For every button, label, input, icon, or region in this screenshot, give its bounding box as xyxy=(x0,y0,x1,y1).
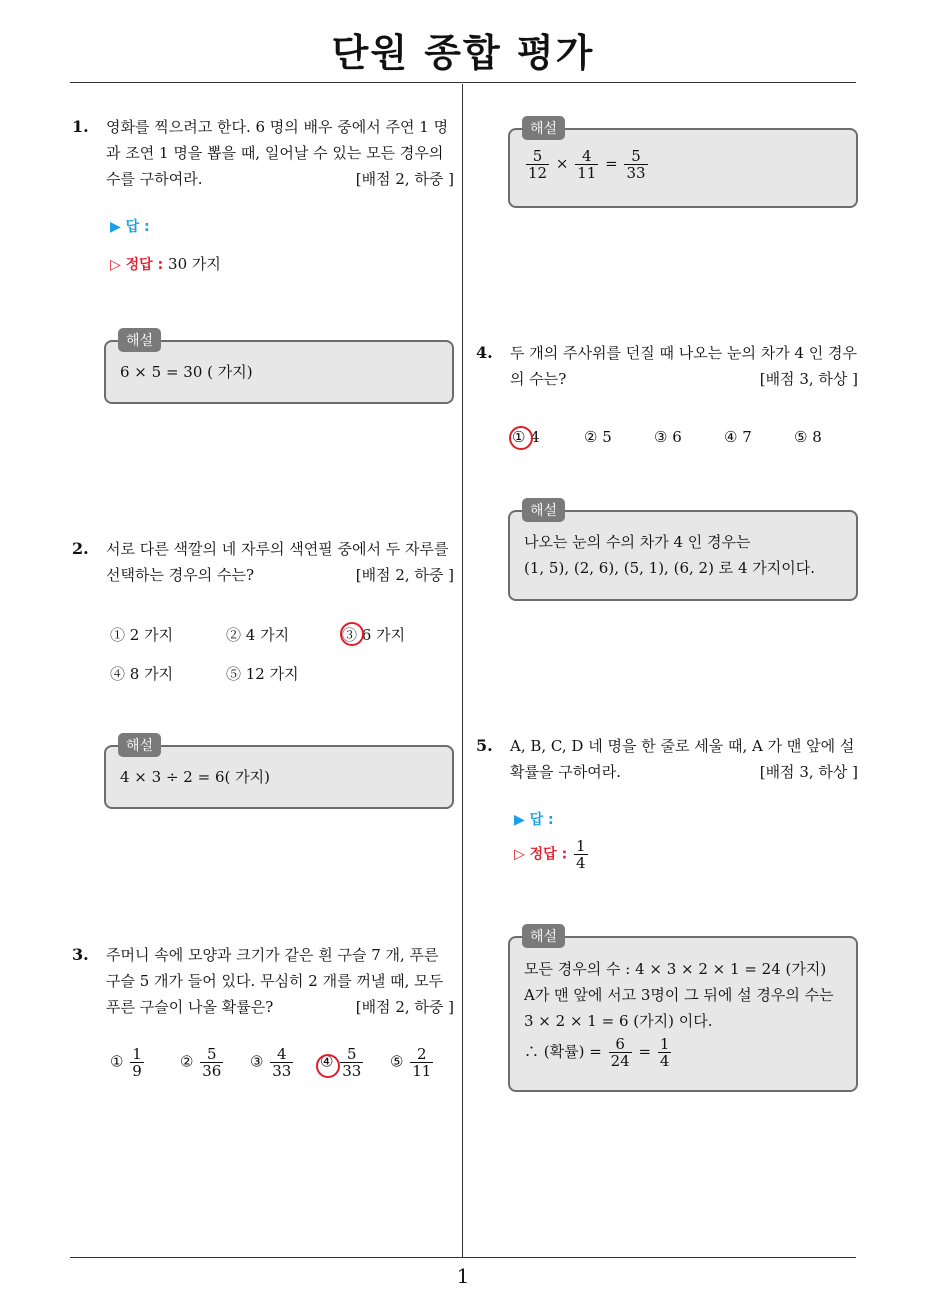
explanation-line-1: 모든 경우의 수 : 4 × 3 × 2 × 1 = 24 (가지) xyxy=(524,960,827,978)
question-3-meta: [배점 2, 하중 ] xyxy=(355,998,454,1016)
correct-answer-5 xyxy=(514,838,590,871)
explanation-label: 해설 xyxy=(522,116,565,140)
question-1-text: 영화를 찍으려고 한다. 6 명의 배우 중에서 주연 1 명과 조연 1 명을 뽑을 때, 일어날 수 있는 모든 경우의 수를 구하여라. xyxy=(106,118,449,188)
equals-sign: = xyxy=(638,1042,652,1061)
fraction xyxy=(574,838,588,871)
denominator: 12 xyxy=(528,164,548,182)
fraction xyxy=(526,148,549,181)
numerator: 5 xyxy=(200,1046,223,1063)
question-5 xyxy=(510,733,858,785)
selected-answer-circle xyxy=(340,622,364,646)
denominator: 11 xyxy=(412,1062,432,1080)
option-2[interactable]: ② 5 xyxy=(584,428,612,446)
fraction xyxy=(340,1046,363,1079)
correct-label: ▷ 정답 : xyxy=(514,846,568,863)
option-mark: ① xyxy=(110,1052,124,1071)
option-4[interactable]: ④ 7 xyxy=(724,428,752,446)
numerator: 6 xyxy=(609,1036,632,1053)
explanation-box-5 xyxy=(508,929,858,1092)
option-2[interactable]: ② 4 가지 xyxy=(226,626,290,644)
numerator: 1 xyxy=(659,1035,670,1053)
fraction xyxy=(410,1046,433,1079)
numerator: 2 xyxy=(410,1046,433,1063)
question-5-meta: [배점 3, 하상 ] xyxy=(759,763,858,781)
question-1 xyxy=(106,114,454,192)
question-1-number: 1. xyxy=(72,117,89,136)
denominator: 33 xyxy=(626,164,646,182)
top-divider xyxy=(70,82,856,83)
option-1[interactable]: ① 4 xyxy=(512,428,540,446)
question-2-number: 2. xyxy=(72,539,89,558)
explanation-text: 6 × 5 = 30 ( 가지) xyxy=(120,363,253,381)
explanation-label: 해설 xyxy=(522,924,565,948)
numerator: 5 xyxy=(340,1046,363,1063)
explanation-label: 해설 xyxy=(118,328,161,352)
probability-prefix: ∴ (확률) = xyxy=(524,1042,602,1061)
fraction xyxy=(575,148,598,181)
numerator: 1 xyxy=(132,1045,142,1063)
question-3-number: 3. xyxy=(72,945,89,964)
option-3[interactable]: ③ 6 가지 xyxy=(342,626,406,644)
option-5[interactable]: ⑤ 12 가지 xyxy=(226,665,299,683)
question-4-number: 4. xyxy=(476,343,493,362)
option-mark: ② xyxy=(180,1052,194,1071)
option-3[interactable] xyxy=(250,1046,295,1079)
question-4-meta: [배점 3, 하상 ] xyxy=(759,370,858,388)
explanation-line-2: A가 맨 앞에 서고 3명이 그 뒤에 설 경우의 수는 xyxy=(524,986,834,1004)
option-4[interactable]: ④ 8 가지 xyxy=(110,665,174,683)
question-1-meta: [배점 2, 하중 ] xyxy=(355,170,454,188)
selected-answer-circle xyxy=(509,426,533,450)
option-mark: ⑤ xyxy=(390,1052,404,1071)
denominator: 33 xyxy=(272,1062,292,1080)
selected-answer-circle xyxy=(316,1054,340,1078)
explanation-text: 4 × 3 ÷ 2 = 6( 가지) xyxy=(120,768,270,786)
numerator: 1 xyxy=(576,837,586,855)
correct-answer-value: 30 가지 xyxy=(168,255,221,273)
denominator: 24 xyxy=(610,1052,630,1070)
option-1[interactable]: ① 2 가지 xyxy=(110,626,174,644)
answer-label: ▶ 답 : xyxy=(514,812,554,828)
explanation-box-3 xyxy=(508,121,858,208)
explanation-line-2: (1, 5), (2, 6), (5, 1), (6, 2) 로 4 가지이다. xyxy=(524,559,815,577)
explanation-text xyxy=(524,956,846,1069)
explanation-text xyxy=(524,529,846,581)
fraction xyxy=(624,148,647,181)
column-divider xyxy=(462,84,463,1258)
numerator: 5 xyxy=(526,148,549,165)
option-mark: ④ xyxy=(320,1052,334,1071)
denominator: 36 xyxy=(202,1062,222,1080)
option-mark: ③ xyxy=(250,1052,264,1071)
question-3-text: 주머니 속에 모양과 크기가 같은 흰 구슬 7 개, 푸른 구슬 5 개가 들어 있다. 무심히 2 개를 꺼낼 때, 모두 푸른 구슬이 나올 확률은? xyxy=(106,946,444,1016)
question-5-number: 5. xyxy=(476,736,493,755)
explanation-formula xyxy=(524,148,846,181)
denominator: 4 xyxy=(576,854,586,872)
question-4-text: 두 개의 주사위를 던질 때 나오는 눈의 차가 4 인 경우의 수는? xyxy=(510,344,858,388)
answer-label: ▶ 답 : xyxy=(110,219,150,235)
fraction xyxy=(200,1046,223,1079)
question-5-text: A, B, C, D 네 명을 한 줄로 세울 때, A 가 맨 앞에 설 확률을 구하여라. xyxy=(510,737,855,781)
explanation-label: 해설 xyxy=(522,498,565,522)
times-sign: × xyxy=(555,154,569,173)
equals-sign: = xyxy=(605,154,618,173)
option-5[interactable] xyxy=(390,1046,435,1079)
fraction xyxy=(609,1036,632,1069)
numerator: 5 xyxy=(624,148,647,165)
option-3[interactable]: ③ 6 xyxy=(654,428,682,446)
option-2[interactable] xyxy=(180,1046,225,1079)
question-4 xyxy=(510,340,858,392)
explanation-line-1: 나오는 눈의 수의 차가 4 인 경우는 xyxy=(524,533,751,551)
denominator: 11 xyxy=(577,164,597,182)
bottom-divider xyxy=(70,1257,856,1258)
correct-answer-1 xyxy=(110,253,221,274)
fraction xyxy=(130,1046,144,1079)
correct-label: ▷ 정답 : xyxy=(110,257,164,273)
fraction xyxy=(658,1036,672,1069)
question-2-text: 서로 다른 색깔의 네 자루의 색연필 중에서 두 자루를 선택하는 경우의 수는? xyxy=(106,540,449,584)
explanation-box-4 xyxy=(508,503,858,601)
question-2 xyxy=(106,536,454,588)
numerator: 4 xyxy=(575,148,598,165)
explanation-line-4 xyxy=(524,1036,846,1069)
option-5[interactable]: ⑤ 8 xyxy=(794,428,822,446)
denominator: 33 xyxy=(342,1062,362,1080)
page-title: 단원 종합 평가 xyxy=(331,31,595,75)
explanation-box-2 xyxy=(104,738,454,809)
explanation-line-3: 3 × 2 × 1 = 6 (가지) 이다. xyxy=(524,1012,713,1030)
denominator: 4 xyxy=(659,1052,670,1070)
denominator: 9 xyxy=(132,1062,142,1080)
question-2-meta: [배점 2, 하중 ] xyxy=(355,566,454,584)
numerator: 4 xyxy=(270,1046,293,1063)
page-number: 1 xyxy=(456,1264,470,1288)
option-1[interactable] xyxy=(110,1046,146,1079)
question-3 xyxy=(106,942,454,1020)
fraction xyxy=(270,1046,293,1079)
explanation-label: 해설 xyxy=(118,733,161,757)
explanation-box-1 xyxy=(104,333,454,404)
